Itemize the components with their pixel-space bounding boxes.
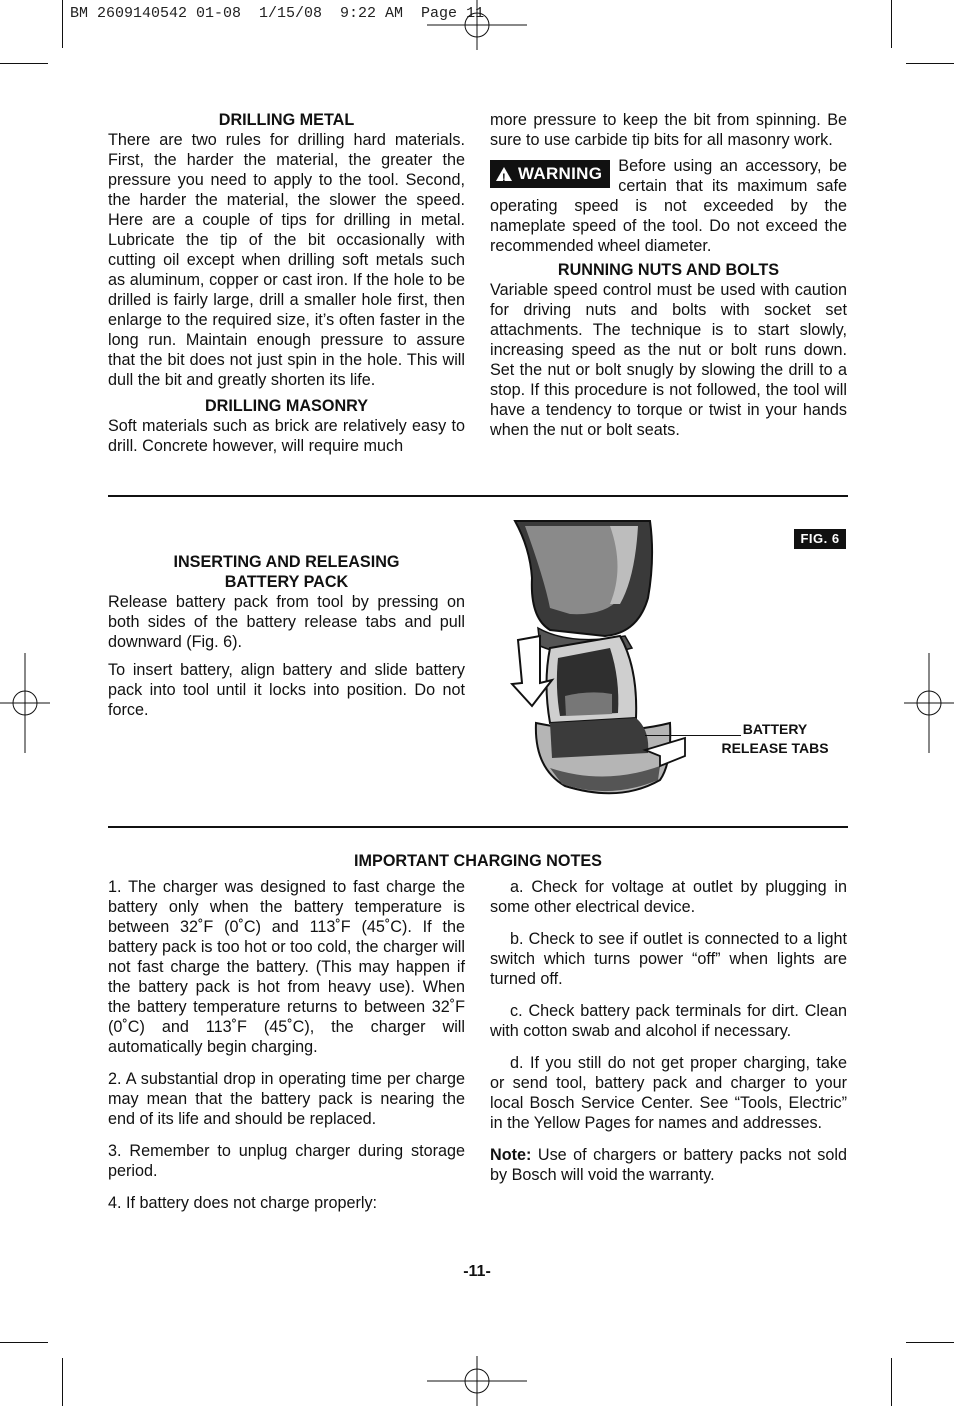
crop-mark (891, 1358, 892, 1406)
section-divider (108, 495, 848, 497)
registration-mark-bottom (427, 1356, 527, 1406)
crop-mark (62, 1358, 63, 1406)
drilling-masonry-heading: DRILLING MASONRY (204, 397, 369, 415)
charging-note (490, 1145, 847, 1185)
charging-right-column (490, 877, 847, 1185)
battery-insert-text: To insert battery, align battery and slide battery pack into tool until it locks into position. Do not force. (108, 661, 465, 719)
drilling-masonry-body-continued: more pressure to keep the bit from spinning. Be sure to use carbide tip bits for all masonry work. (490, 111, 847, 149)
crop-mark (0, 63, 48, 64)
battery-heading-line2: BATTERY PACK (224, 573, 349, 591)
running-nuts-body: Variable speed control must be used with caution for driving nuts and bolts with socket set attachments. The technique is to start slowly, increasing speed as the nut or bolt runs down. Set the nut or bolt snugly by slowing the drill to a stop. If this procedure is not followed, the tool will have a tendency to torque or twist in your hands when the nut or bolt seats. (490, 281, 847, 439)
print-slug: BM 2609140542 01-08 1/15/08 9:22 AM Page 11 (70, 5, 485, 22)
callout-line2: RELEASE TABS (721, 740, 829, 756)
crop-mark (906, 1342, 954, 1343)
charging-item-4: 4. If battery does not charge properly: (108, 1194, 378, 1212)
registration-mark-top (427, 0, 527, 50)
charging-item-3: 3. Remember to unplug charger during storage period. (108, 1142, 465, 1180)
battery-release-tabs-callout (720, 720, 830, 758)
section-divider (108, 826, 848, 828)
registration-mark-left (0, 653, 50, 753)
registration-mark-right (904, 653, 954, 753)
running-nuts-heading: RUNNING NUTS AND BOLTS (557, 261, 780, 279)
charging-sub-a: a. Check for voltage at outlet by plugging in some other electrical device. (490, 878, 847, 916)
warning-text: Before using an accessory, be certain that its maximum safe operating speed is not exceeded by the nameplate speed of the tool. Do not exceed the recommended wheel diameter. (490, 157, 847, 255)
warning-label: WARNING (518, 164, 603, 183)
page-number: -11- (463, 1263, 491, 1280)
crop-mark (0, 1342, 48, 1343)
figure-label: FIG. 6 (794, 529, 846, 549)
drilling-metal-heading: DRILLING METAL (218, 111, 355, 129)
note-text: Use of chargers or battery packs not sold by Bosch will void the warranty. (490, 1146, 847, 1184)
crop-mark (906, 63, 954, 64)
left-column-top (108, 110, 465, 456)
charging-heading: IMPORTANT CHARGING NOTES (354, 852, 602, 870)
battery-release-text: Release battery pack from tool by pressing on both sides of the battery release tabs and pull downward (Fig. 6). (108, 593, 465, 651)
crop-mark (891, 0, 892, 48)
charging-left-column (108, 877, 465, 1213)
crop-mark (62, 0, 63, 48)
drilling-metal-body: There are two rules for drilling hard materials. First, the harder the material, the greater the pressure you need to apply to the tool. Second, the harder the material, the slower the speed. Here are a couple of tips for drilling in metal. Lubricate the tip of the bit occasionally with cutting oil except when drilling soft metals such as aluminum, copper or cast iron. If the hole to be drilled is fairly large, drill a smaller hole first, then enlarge to the required size, it’s often faster in the long run. Maintain enough pressure to assure that the bit does not just spin in the hole. This will dull the bit and greatly shorten its life. (108, 131, 465, 389)
battery-section (108, 552, 465, 720)
charging-sub-b: b. Check to see if outlet is connected to a light switch which turns power “off” when lights are turned off. (490, 930, 847, 988)
warning-triangle-icon (496, 167, 512, 181)
warning-block (490, 156, 847, 256)
callout-line1: BATTERY (742, 721, 808, 737)
warning-badge (490, 160, 610, 188)
battery-heading-line1: INSERTING AND RELEASING (173, 553, 400, 571)
charging-sub-d: d. If you still do not get proper charging, take or send tool, battery pack and charger to your local Bosch Service Center. See “Tools, Electric” in the Yellow Pages for names and addresses. (490, 1054, 847, 1132)
note-label: Note: (490, 1146, 532, 1164)
right-column-top (490, 110, 847, 440)
battery-pack-illustration (510, 518, 750, 808)
charging-item-2: 2. A substantial drop in operating time per charge may mean that the battery pack is nearing the end of its life and should be replaced. (108, 1070, 465, 1128)
charging-item-1: 1. The charger was designed to fast charge the battery only when the battery temperature is between 32˚F (0˚C) and 113˚F (45˚C). If the battery pack is too hot or too cold, the charger will not fast charge the battery. (This may happen if the battery pack is hot from heavy use). When the battery temperature returns to between 32˚F (0˚C) and 113˚F (45˚C), the charger will automatically begin charging. (108, 878, 465, 1056)
drilling-masonry-body: Soft materials such as brick are relatively easy to drill. Concrete however, will require much (108, 417, 465, 455)
charging-sub-c: c. Check battery pack terminals for dirt. Clean with cotton swab and alcohol if necessary. (490, 1002, 847, 1040)
